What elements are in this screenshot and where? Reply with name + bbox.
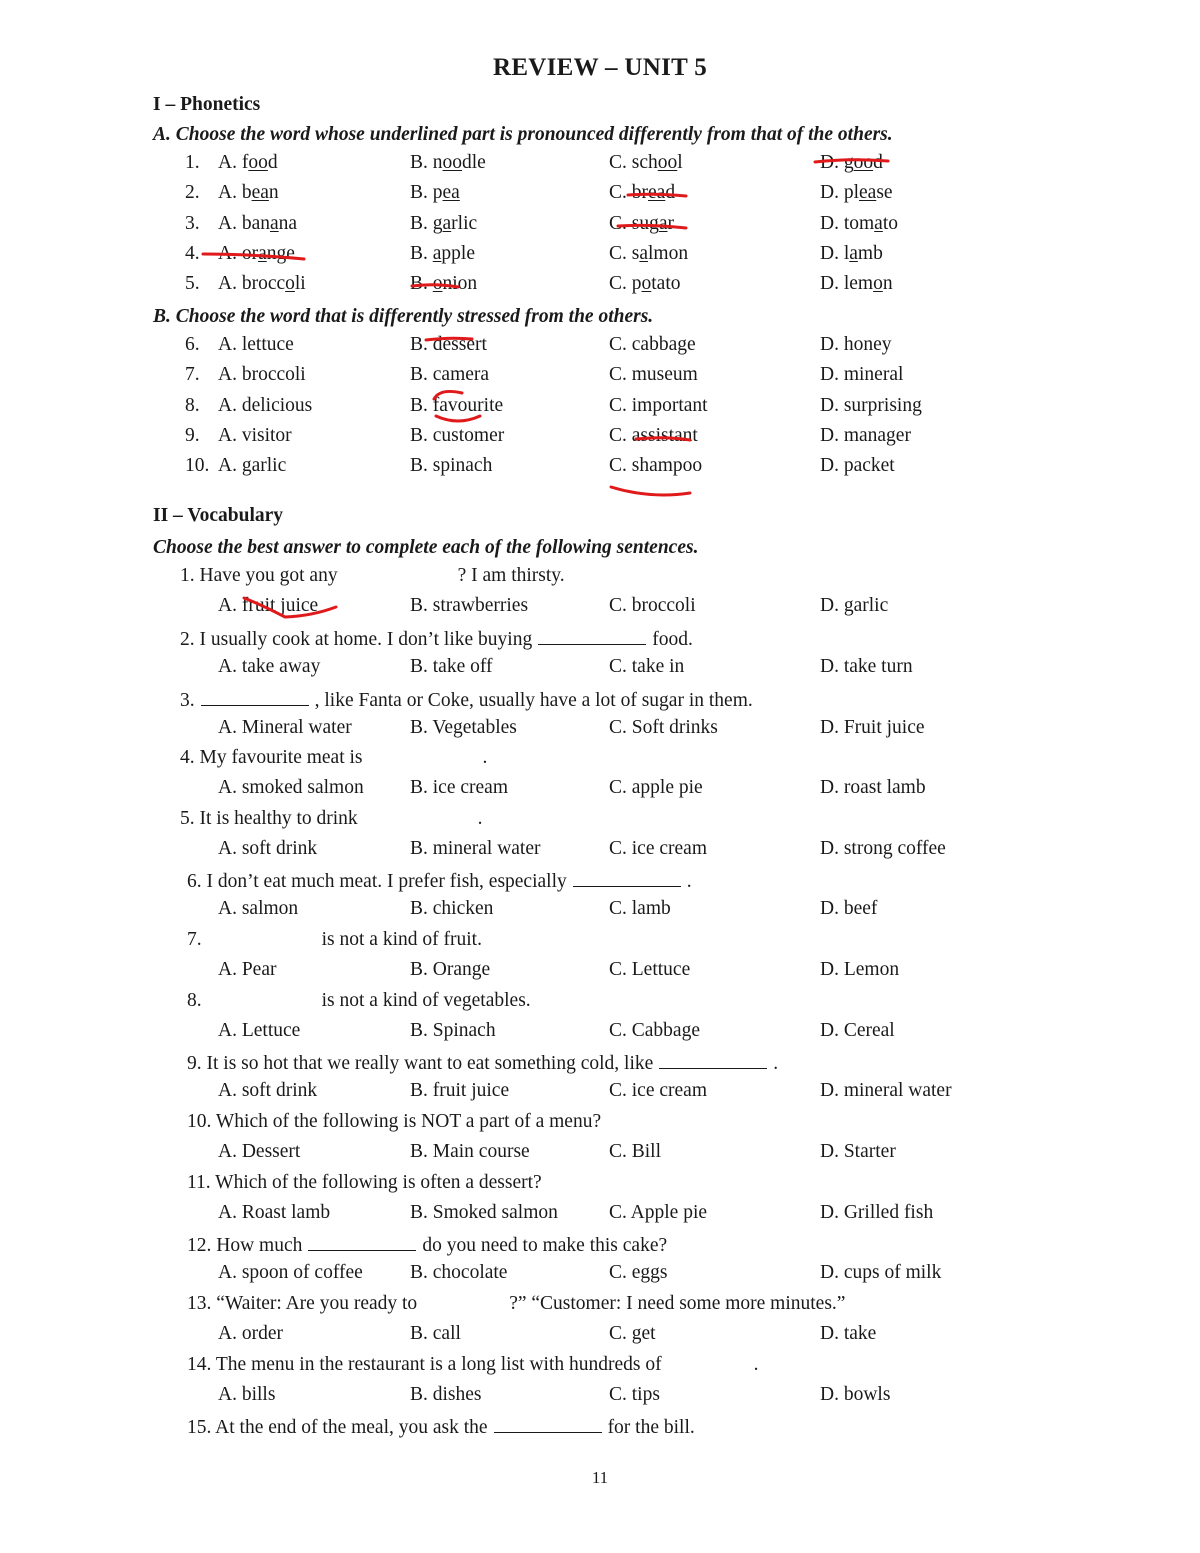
answer-option: D. honey <box>820 334 892 355</box>
underlined-sound: ea <box>648 182 666 203</box>
page-title: REVIEW – UNIT 5 <box>492 54 708 81</box>
question-stem <box>180 808 483 836</box>
question-text: 12. How much <box>187 1235 303 1256</box>
answer-option: A. Dessert <box>218 1141 301 1162</box>
answer-option: A. salmon <box>218 898 299 919</box>
answer-row <box>0 717 1200 745</box>
answer-option: B. onion <box>410 273 478 294</box>
question-text-end: . <box>753 1354 759 1375</box>
answer-option: A. order <box>218 1323 283 1344</box>
answer-option: B. noodle <box>410 152 486 173</box>
answer-option: B. apple <box>410 243 475 264</box>
answer-option: C. Lettuce <box>609 959 691 980</box>
underlined-sound: oo <box>853 152 874 173</box>
instruction-vocabulary: Choose the best answer to complete each of the following sentences. <box>153 537 699 558</box>
answer-option: B. garlic <box>410 213 478 234</box>
answer-option: B. pea <box>410 182 460 203</box>
answer-option: B. mineral water <box>410 838 541 859</box>
question-row <box>0 152 1200 180</box>
answer-blank <box>659 1050 767 1069</box>
answer-row <box>0 1323 1200 1351</box>
answer-option: C. assistant <box>609 425 698 446</box>
question-text: 15. At the end of the meal, you ask the <box>187 1417 488 1438</box>
question-row <box>0 182 1200 210</box>
answer-option: B. favourite <box>410 395 504 416</box>
answer-option: B. spinach <box>410 455 493 476</box>
answer-option: A. bills <box>218 1384 276 1405</box>
answer-option: D. roast lamb <box>820 777 926 798</box>
answer-option: A. bean <box>218 182 279 203</box>
question-text-end: do you need to make this cake? <box>422 1235 668 1256</box>
answer-row <box>0 959 1200 987</box>
answer-option: B. fruit juice <box>410 1080 510 1101</box>
answer-option: A. Roast lamb <box>218 1202 331 1223</box>
question-text-end: ?” “Customer: I need some more minutes.” <box>509 1293 846 1314</box>
question-stem <box>180 687 753 715</box>
answer-row <box>0 898 1200 926</box>
answer-blank <box>308 1232 416 1251</box>
question-row <box>0 273 1200 301</box>
answer-row <box>0 1262 1200 1290</box>
underlined-sound: o <box>432 273 443 294</box>
answer-option: C. salmon <box>609 243 689 264</box>
underlined-sound: oo <box>657 152 678 173</box>
underlined-sound: a <box>658 213 668 234</box>
question-stem <box>180 626 693 654</box>
underlined-sound: o <box>285 273 295 294</box>
question-text: 7. <box>187 929 202 950</box>
question-text: 8. <box>187 990 202 1011</box>
answer-option: C. Cabbage <box>609 1020 700 1041</box>
question-stem <box>187 1293 845 1321</box>
answer-option: D. cups of milk <box>820 1262 942 1283</box>
underlined-sound: o <box>641 273 652 294</box>
answer-option: D. mineral water <box>820 1080 952 1101</box>
answer-option: D. beef <box>820 898 878 919</box>
answer-option: D. lamb <box>820 243 883 264</box>
question-text-end: is not a kind of fruit. <box>321 929 482 950</box>
answer-option: C. eggs <box>609 1262 668 1283</box>
question-text-end: ? I am thirsty. <box>457 565 565 586</box>
answer-row <box>0 1080 1200 1108</box>
answer-option: C. shampoo <box>609 455 703 476</box>
answer-option: C. broccoli <box>609 595 696 616</box>
question-text: 5. It is healthy to drink <box>180 808 358 829</box>
answer-option: B. customer <box>410 425 505 446</box>
answer-option: A. smoked salmon <box>218 777 364 798</box>
answer-option: C. apple pie <box>609 777 703 798</box>
answer-option: B. chicken <box>410 898 494 919</box>
answer-option: D. please <box>820 182 893 203</box>
answer-option: C. lamb <box>609 898 671 919</box>
question-number: 7. <box>185 364 200 385</box>
question-text: 3. <box>180 690 195 711</box>
question-row <box>0 455 1200 483</box>
question-text: 1. Have you got any <box>180 565 338 586</box>
question-number: 4. <box>185 243 200 264</box>
question-text: 10. Which of the following is NOT a part of a menu? <box>187 1111 602 1132</box>
question-number: 1. <box>185 152 200 173</box>
answer-blank <box>538 626 646 645</box>
question-stem <box>187 1111 601 1139</box>
answer-option: A. Mineral water <box>218 717 352 738</box>
instruction-part-a: A. Choose the word whose underlined part is pronounced differently from that of the others. <box>153 124 893 145</box>
section-heading-vocabulary: II – Vocabulary <box>153 505 284 526</box>
question-text-end: . <box>477 808 483 829</box>
question-number: 3. <box>185 213 200 234</box>
question-text: 11. Which of the following is often a dessert? <box>187 1172 542 1193</box>
answer-option: B. call <box>410 1323 461 1344</box>
question-text-end: is not a kind of vegetables. <box>321 990 531 1011</box>
answer-option: B. dishes <box>410 1384 482 1405</box>
answer-option: B. camera <box>410 364 490 385</box>
question-text: 2. I usually cook at home. I don’t like buying <box>180 629 533 650</box>
question-text-end: . <box>773 1053 779 1074</box>
answer-option: C. sugar <box>609 213 675 234</box>
answer-row <box>0 1141 1200 1169</box>
answer-option: A. Lettuce <box>218 1020 301 1041</box>
question-row <box>0 395 1200 423</box>
answer-option: A. garlic <box>218 455 287 476</box>
answer-option: D. good <box>820 152 883 173</box>
question-row <box>0 334 1200 362</box>
underlined-sound: oo <box>442 152 463 173</box>
answer-option: C. Soft drinks <box>609 717 718 738</box>
answer-blank <box>494 1414 602 1433</box>
answer-option: C. take in <box>609 656 685 677</box>
question-text: 4. My favourite meat is <box>180 747 363 768</box>
answer-option: A. delicious <box>218 395 313 416</box>
answer-option: B. Spinach <box>410 1020 496 1041</box>
underlined-sound: ea <box>442 182 460 203</box>
answer-option: C. potato <box>609 273 681 294</box>
answer-option: A. soft drink <box>218 838 318 859</box>
answer-option: C. bread <box>609 182 676 203</box>
answer-option: B. Orange <box>410 959 491 980</box>
answer-option: D. take turn <box>820 656 913 677</box>
answer-option: D. tomato <box>820 213 898 234</box>
underlined-sound: a <box>258 243 267 264</box>
answer-option: B. Main course <box>410 1141 530 1162</box>
question-stem <box>187 1172 542 1200</box>
question-text: 9. It is so hot that we really want to eat something cold, like <box>187 1053 654 1074</box>
answer-option: B. Smoked salmon <box>410 1202 558 1223</box>
underline-mark-shampoo <box>611 487 690 495</box>
underlined-sound: o <box>873 273 883 294</box>
answer-option: A. broccoli <box>218 364 306 385</box>
answer-row <box>0 595 1200 623</box>
answer-row <box>0 1384 1200 1412</box>
answer-option: D. Cereal <box>820 1020 895 1041</box>
answer-option: A. banana <box>218 213 298 234</box>
question-stem <box>180 747 487 775</box>
underlined-sound: ea <box>859 182 877 203</box>
underlined-sound: ea <box>251 182 269 203</box>
answer-row <box>0 656 1200 684</box>
question-stem <box>187 1232 667 1260</box>
answer-option: C. important <box>609 395 708 416</box>
answer-option: B. strawberries <box>410 595 529 616</box>
question-stem <box>187 1050 778 1078</box>
answer-blank <box>201 687 309 706</box>
question-row <box>0 425 1200 453</box>
question-text-end: , like Fanta or Coke, usually have a lot of sugar in them. <box>314 690 753 711</box>
question-text-end: . <box>482 747 488 768</box>
answer-option: D. packet <box>820 455 895 476</box>
answer-row <box>0 1202 1200 1230</box>
underlined-sound: a <box>432 243 442 264</box>
answer-option: B. ice cream <box>410 777 508 798</box>
answer-option: A. visitor <box>218 425 292 446</box>
question-stem <box>180 565 565 593</box>
question-stem <box>187 868 692 896</box>
answer-option: C. ice cream <box>609 838 707 859</box>
answer-option: A. Pear <box>218 959 277 980</box>
answer-option: D. manager <box>820 425 911 446</box>
answer-option: B. Vegetables <box>410 717 517 738</box>
answer-option: B. dessert <box>410 334 487 355</box>
question-text-end: . <box>686 871 692 892</box>
answer-option: D. Fruit juice <box>820 717 925 738</box>
answer-option: B. chocolate <box>410 1262 508 1283</box>
question-number: 2. <box>185 182 200 203</box>
answer-option: D. mineral <box>820 364 904 385</box>
question-stem <box>187 990 531 1018</box>
answer-option: A. soft drink <box>218 1080 318 1101</box>
answer-option: A. orange <box>218 243 295 264</box>
answer-option: D. take <box>820 1323 877 1344</box>
answer-option: D. garlic <box>820 595 889 616</box>
answer-option: B. take off <box>410 656 493 677</box>
underlined-sound: a <box>874 213 883 234</box>
answer-option: C. cabbage <box>609 334 696 355</box>
question-stem <box>187 1354 758 1382</box>
answer-option: D. Starter <box>820 1141 896 1162</box>
question-number: 9. <box>185 425 200 446</box>
answer-option: D. surprising <box>820 395 922 416</box>
answer-option: C. school <box>609 152 683 173</box>
answer-option: A. broccoli <box>218 273 306 294</box>
question-stem <box>187 1414 695 1442</box>
answer-row <box>0 777 1200 805</box>
question-text-end: for the bill. <box>607 1417 695 1438</box>
question-text-end: food. <box>652 629 693 650</box>
question-number: 5. <box>185 273 200 294</box>
section-heading-phonetics: I – Phonetics <box>153 94 261 115</box>
answer-option: D. Grilled fish <box>820 1202 934 1223</box>
answer-option: C. museum <box>609 364 698 385</box>
question-text: 6. I don’t eat much meat. I prefer fish, especially <box>187 871 567 892</box>
answer-option: A. take away <box>218 656 321 677</box>
page-number: 11 <box>591 1468 609 1487</box>
instruction-part-b: B. Choose the word that is differently stressed from the others. <box>153 306 654 327</box>
answer-option: A. fruit juice <box>218 595 319 616</box>
question-row <box>0 213 1200 241</box>
question-number: 8. <box>185 395 200 416</box>
answer-blank <box>573 868 681 887</box>
question-row <box>0 243 1200 271</box>
question-number: 6. <box>185 334 200 355</box>
answer-option: D. strong coffee <box>820 838 946 859</box>
question-row <box>0 364 1200 392</box>
answer-option: A. lettuce <box>218 334 294 355</box>
answer-option: D. bowls <box>820 1384 891 1405</box>
underlined-sound: a <box>270 213 279 234</box>
underlined-sound: a <box>442 213 452 234</box>
underlined-sound: a <box>849 243 858 264</box>
answer-row <box>0 838 1200 866</box>
answer-option: A. food <box>218 152 278 173</box>
answer-row <box>0 1020 1200 1048</box>
question-number: 10. <box>185 455 210 476</box>
answer-option: C. Bill <box>609 1141 662 1162</box>
underlined-sound: oo <box>248 152 268 173</box>
answer-option: D. Lemon <box>820 959 900 980</box>
question-text: 13. “Waiter: Are you ready to <box>187 1293 418 1314</box>
answer-option: D. lemon <box>820 273 893 294</box>
underlined-sound: a <box>639 243 649 264</box>
answer-option: C. Apple pie <box>609 1202 708 1223</box>
answer-option: C. ice cream <box>609 1080 707 1101</box>
answer-option: C. get <box>609 1323 656 1344</box>
question-stem <box>187 929 482 957</box>
question-text: 14. The menu in the restaurant is a long list with hundreds of <box>187 1354 662 1375</box>
answer-option: C. tips <box>609 1384 660 1405</box>
answer-option: A. spoon of coffee <box>218 1262 363 1283</box>
